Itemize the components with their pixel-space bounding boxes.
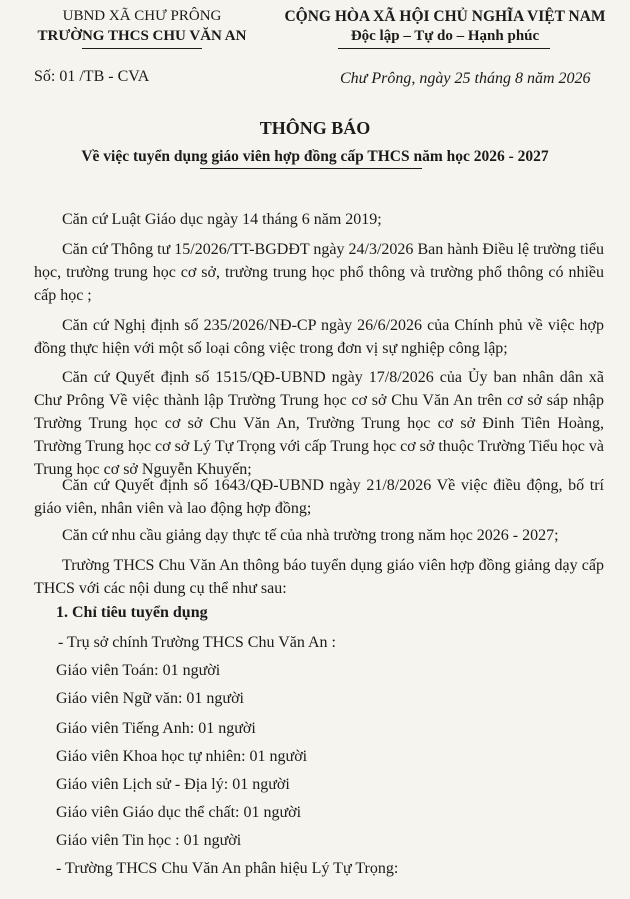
- quota-item: Giáo viên Lịch sử - Địa lý: 01 người: [56, 776, 290, 793]
- paragraph-legal-basis-5: Căn cứ Quyết định số 1643/QĐ-UBND ngày 21/8/2026 Về việc điều động, bố trí giáo viên, nhân viên và lao động hợp đồng;: [34, 477, 604, 517]
- school-name-underline: [82, 48, 202, 49]
- quota-item: Giáo viên Giáo dục thể chất: 01 người: [56, 804, 302, 821]
- document-title: THÔNG BÁO: [259, 118, 371, 138]
- school-name: TRƯỜNG THCS CHU VĂN AN: [37, 28, 247, 44]
- place-and-date: Chư Prông, ngày 25 tháng 8 năm 2026: [340, 70, 591, 87]
- issuing-authority: UBND XÃ CHƯ PRÔNG: [62, 8, 222, 24]
- document-number: Số: 01 /TB - CVA: [34, 68, 150, 85]
- quota-item: Giáo viên Tin học : 01 người: [56, 832, 242, 849]
- quota-item: Giáo viên Toán: 01 người: [56, 662, 221, 679]
- paragraph-announcement: Trường THCS Chu Văn An thông báo tuyển dụng giáo viên hợp đồng giảng dạy cấp THCS với các nội dung cụ thể như sau:: [34, 557, 604, 597]
- paragraph-legal-basis-4: Căn cứ Quyết định số 1515/QĐ-UBND ngày 17/8/2026 của Ủy ban nhân dân xã Chư Prông Về việc thành lập Trường Trung học cơ sở Chu Văn An trên cơ sở sáp nhập Trường Trung học cơ sở Chu Văn An, Trường Trung học cơ sở Đinh Tiên Hoàng, Trường Trung học cơ sở Lý Tự Trọng với cấp Trung học cơ sở thuộc Trường Tiểu học và Trung học cơ sở Nguyễn Khuyến;: [34, 369, 604, 478]
- subtitle-underline: [200, 168, 422, 169]
- paragraph-legal-basis-3: Căn cứ Nghị định số 235/2026/NĐ-CP ngày 26/6/2026 của Chính phủ về việc hợp đồng thực hiện với một số loại công việc trong đơn vị sự nghiệp công lập;: [34, 317, 604, 357]
- site-branch-ly-tu-trong: - Trường THCS Chu Văn An phân hiệu Lý Tự Trọng:: [56, 860, 399, 877]
- document-subtitle: Về việc tuyển dụng giáo viên hợp đồng cấp THCS năm học 2026 - 2027: [81, 148, 549, 165]
- paragraph-legal-basis-6: Căn cứ nhu cầu giảng dạy thực tế của nhà trường trong năm học 2026 - 2027;: [62, 527, 559, 544]
- quota-item: Giáo viên Tiếng Anh: 01 người: [56, 720, 256, 737]
- section-heading: 1. Chỉ tiêu tuyển dụng: [56, 604, 208, 621]
- site-main-campus: - Trụ sở chính Trường THCS Chu Văn An :: [58, 634, 336, 651]
- quota-item: Giáo viên Khoa học tự nhiên: 01 người: [56, 748, 308, 765]
- paragraph-legal-basis-1: Căn cứ Luật Giáo dục ngày 14 tháng 6 năm 2019;: [62, 211, 382, 228]
- paragraph-legal-basis-2: Căn cứ Thông tư 15/2026/TT-BGDĐT ngày 24/3/2026 Ban hành Điều lệ trường tiểu học, trường trung học cơ sở, trường trung học phổ thông và trường phổ thông có nhiều cấp học ;: [34, 241, 604, 304]
- national-motto: Độc lập – Tự do – Hạnh phúc: [350, 28, 540, 44]
- national-title: CỘNG HÒA XÃ HỘI CHỦ NGHĨA VIỆT NAM: [284, 8, 606, 25]
- national-motto-underline: [338, 48, 550, 49]
- quota-item: Giáo viên Ngữ văn: 01 người: [56, 690, 244, 707]
